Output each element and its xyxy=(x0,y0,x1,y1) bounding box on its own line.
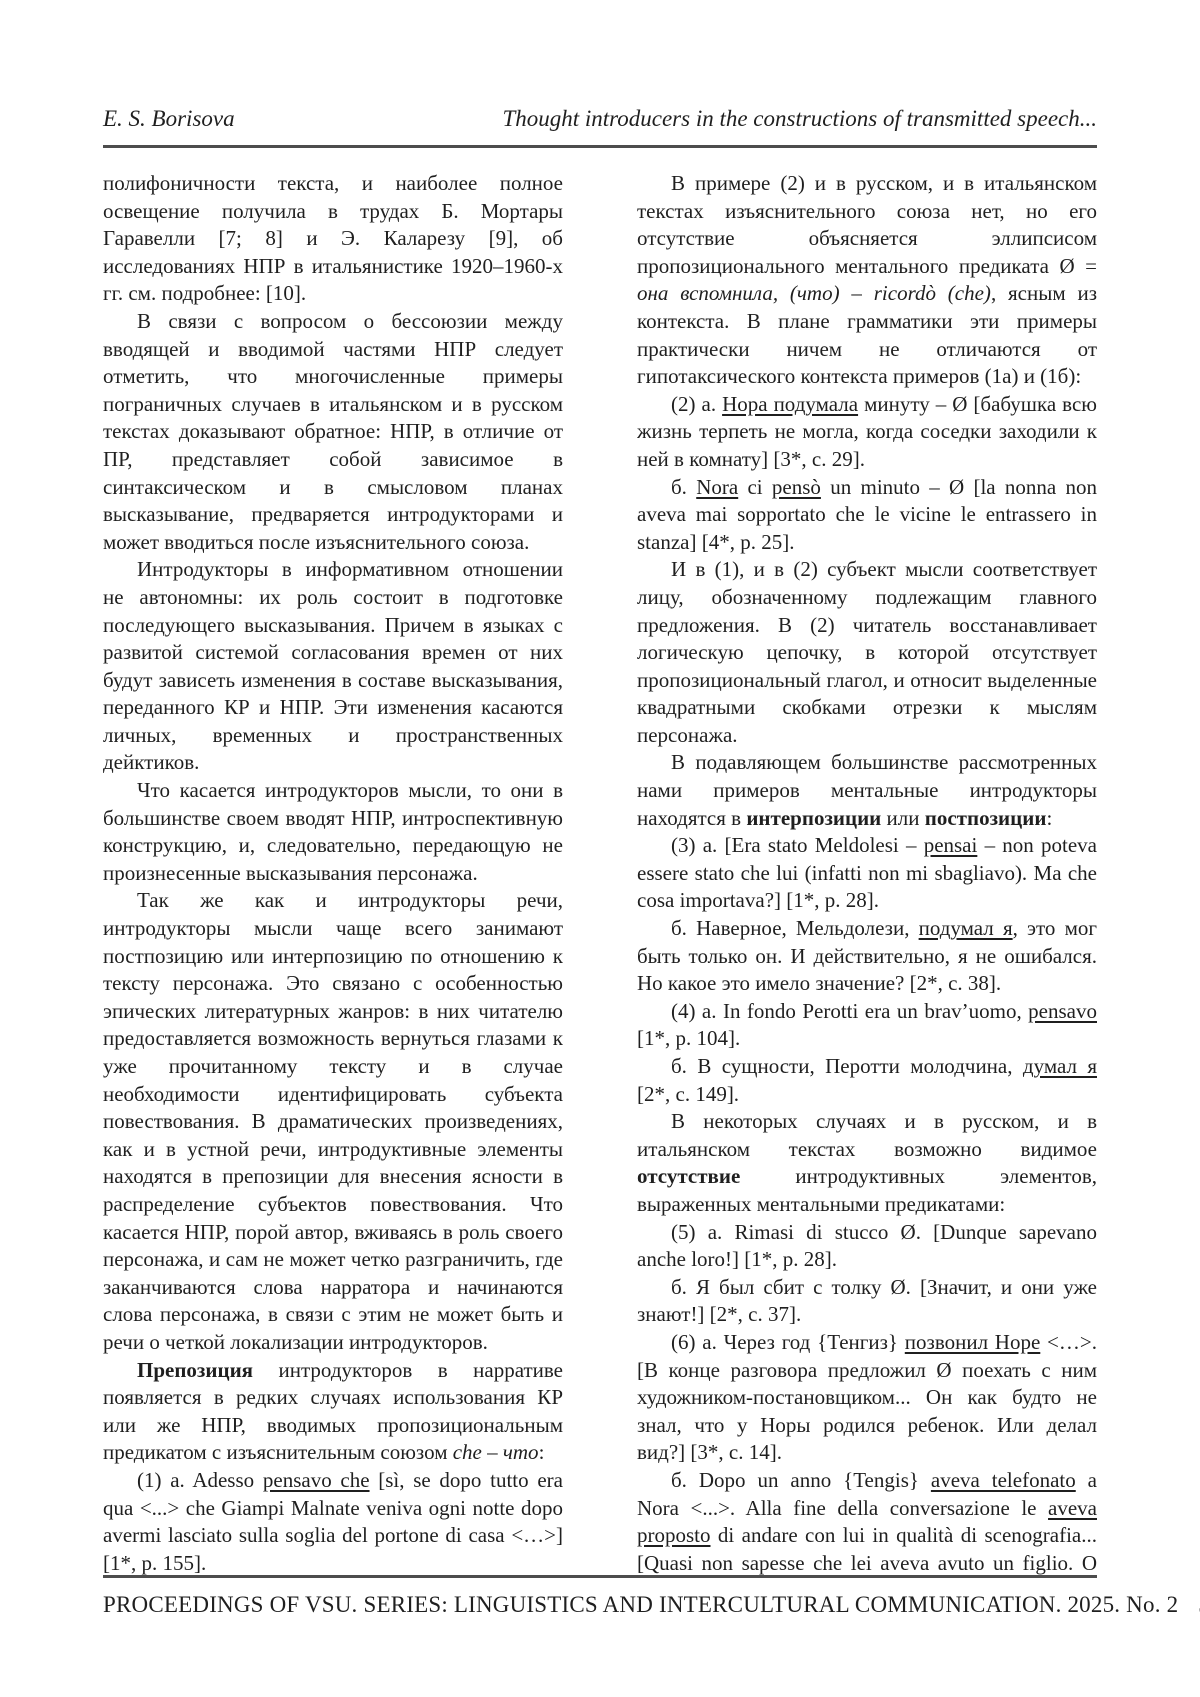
text-segment: б. Dopo un anno {Tengis} xyxy=(671,1467,931,1492)
text-segment: [2*, с. 149]. xyxy=(637,1081,740,1106)
text-segment: un minuto – Ø [la nonna non aveva mai sopportato che le vicine le entrassero in stanza] [4*, p. 25]. xyxy=(637,474,1097,554)
paragraph xyxy=(103,887,563,1356)
text-segment: думал я xyxy=(1022,1054,1097,1078)
column-left xyxy=(103,170,563,1575)
text-segment: : xyxy=(538,1440,545,1465)
text-segment: (4) а. In fondo Perotti era un brav’uomo, xyxy=(671,998,1029,1023)
text-segment: aveva telefonato xyxy=(930,1467,1076,1492)
text-segment: позвонил Норе xyxy=(904,1329,1041,1354)
text-segment: (6) а. Через год {Тенгиз} xyxy=(671,1329,905,1354)
text-segment: В подавляющем большинстве рассмотренных нами примеров ментальные интродукторы находятся в xyxy=(637,750,1097,830)
paragraph-preposition xyxy=(103,1357,563,1467)
text-segment: Интродукторы в информативном отношении не автономны: их роль состоит в подготовке последующего высказывания. Причем в языках с развитой системой согласования времен от них будут зависеть изменения в составе высказывания, переданного КР и НПР. Эти изменения касаются личных, временных и пространственных дейктиков. xyxy=(103,557,563,775)
example-1a xyxy=(103,1467,563,1575)
example-4b xyxy=(637,1053,1097,1108)
text-segment: (5) а. Rimasi di stucco Ø. [Dunque sapevano anche loro!] [1*, p. 28]. xyxy=(637,1219,1097,1272)
text-segment: или xyxy=(881,805,925,830)
paragraph xyxy=(637,170,1097,391)
example-5a xyxy=(637,1219,1097,1274)
column-right xyxy=(637,170,1097,1575)
text-segment: , это мог быть только он. И действительно, я не ошибался. Но какое это имело значение? [2*, с. 38]. xyxy=(637,916,1097,996)
text-segment: ci xyxy=(738,474,772,499)
paragraph xyxy=(103,777,563,887)
text-segment: <…>. [В конце разговора предложил Ø поехать с ним художником-постановщиком... Он как будто не знал, что у Норы родился ребенок. Или делал вид?] [3*, с. 14]. xyxy=(637,1329,1097,1465)
paragraph xyxy=(103,556,563,777)
text-segment: интродуктивных элементов, выраженных ментальными предикатами: xyxy=(637,1164,1097,1216)
text-segment: (3) а. [Era stato Meldolesi – xyxy=(671,833,924,858)
text-segment: : xyxy=(1046,805,1053,830)
text-segment: ricordò (che) xyxy=(873,281,991,306)
example-6b xyxy=(637,1467,1097,1575)
column-right-text xyxy=(637,170,1097,1575)
example-3a xyxy=(637,832,1097,915)
paragraph xyxy=(637,556,1097,749)
text-segment: Нора подумала xyxy=(722,391,859,416)
example-3b xyxy=(637,915,1097,998)
header-running-title: Thought introducers in the constructions of transmitted speech... xyxy=(502,106,1097,131)
text-segment: интродукторов в нарративе появляется в редких случаях использования КР или же НПР, вводимых пропозициональным предикатом с изъяснительным союзом xyxy=(103,1357,563,1465)
header-author: E. S. Borisova xyxy=(103,106,235,131)
text-segment: постпозиции xyxy=(924,805,1047,830)
text-segment: Что касается интродукторов мысли, то они в большинстве своем вводят НПР, интроспективную конструкцию, и, следовательно, передающую не произнесенные высказывания персонажа. xyxy=(103,778,563,885)
text-segment: a Nora <...>. Alla fine della conversazione le xyxy=(637,1467,1097,1520)
text-segment: И в (1), и в (2) субъект мысли соответствует лицу, обозначенному подлежащим главного предложения. В (2) читатель восстанавливает логическую цепочку, в которой отсутствует пропозициональный глагол, и относит выделенные квадратными скобками отрезки к мыслям персонажа. xyxy=(637,557,1097,747)
column-left-text xyxy=(103,170,563,1575)
paragraph xyxy=(103,308,563,556)
text-segment: б. Я был сбит с толку Ø. [Значит, и они уже знают!] [2*, с. 37]. xyxy=(637,1274,1097,1327)
text-segment: интерпозиции xyxy=(746,805,882,830)
text-segment: pensavo xyxy=(1028,998,1097,1023)
text-segment: [sì, se dopo tutto era qua <...> che Giampi Malnate veniva ogni notte dopo avermi lasciato sulla soglia del portone di casa <…>] [1*, p. 155]. xyxy=(103,1467,563,1575)
example-5b xyxy=(637,1274,1097,1329)
text-segment: (1) a. Adesso xyxy=(137,1467,263,1492)
text-segment: подумал я xyxy=(918,916,1013,941)
text-segment: б. Наверное, Мельдолези, xyxy=(671,916,919,941)
text-segment: – non poteva essere stato che lui (infatti non mi sbagliavo). Ma che cosa importava?] [1*, p. 28]. xyxy=(637,833,1097,913)
text-segment: pensavo che xyxy=(262,1467,370,1492)
footer-journal-line: PROCEEDINGS OF VSU. SERIES: LINGUISTICS AND INTERCULTURAL COMMUNICATION. 2025. No. 2 xyxy=(103,1592,1179,1617)
paragraph-continuation xyxy=(103,170,563,308)
text-segment: , ясным из контекста. В плане грамматики эти примеры практически ничем не отличаются от гипотаксического контекста примеров (1а) и (1б): xyxy=(637,281,1097,389)
text-segment: pensò xyxy=(771,474,821,499)
page-footer xyxy=(103,1575,1179,1618)
text-segment: Так же как и интродукторы речи, интродукторы мысли чаще всего занимают постпозицию или интерпозицию по отношению к тексту персонажа. Это связано с особенностью эпических литературных жанров: в них читателю предоставляется возможность вернуться глазами к уже прочитанному тексту и в случае необходимости идентифицировать субъекта повествования. В драматических произведениях, как и в устной речи, интродуктивные элементы находятся в препозиции для внесения ясности в распределение субъектов повествования. Что касается НПР, порой автор, вживаясь в роль своего персонажа, и сам не может четко разграничить, где заканчиваются слова нарратора и начинаются слова персонажа, в связи с этим не может быть и речи о четкой локализации интродукторов. xyxy=(103,888,563,1354)
example-2a xyxy=(637,391,1097,474)
text-segment: минуту – Ø [бабушка всю жизнь терпеть не могла, когда соседки заходили к ней в комнату] [3*, с. 29]. xyxy=(637,391,1097,471)
text-segment: отсутствие xyxy=(637,1164,741,1189)
text-segment: [1*, p. 104]. xyxy=(637,1026,741,1051)
text-segment: che – что xyxy=(452,1440,539,1465)
text-segment: (2) а. xyxy=(671,391,723,416)
text-segment: Nora xyxy=(696,474,739,499)
text-segment: – xyxy=(839,281,874,306)
paragraph xyxy=(637,749,1097,832)
article-body xyxy=(103,170,1097,1575)
text-segment: полифоничности текста, и наиболее полное освещение получила в трудах Б. Мортары Гаравелли [7; 8] и Э. Каларезу [9], об исследованиях НПР в итальянистике 1920–1960-х гг. см. подробнее: [10]. xyxy=(103,171,563,306)
text-segment: б. В сущности, Перотти молодчина, xyxy=(671,1054,1023,1078)
example-2b xyxy=(637,474,1097,557)
text-segment: В связи с вопросом о бессоюзии между вводящей и вводимой частями НПР следует отметить, что многочисленные примеры пограничных случаев в итальянском и в русском текстах доказывают обратное: НПР, в отличие от ПР, представляет собой зависимое в синтаксическом и в смысловом планах высказывание, предваряется интродукторами и может вводиться после изъяснительного союза. xyxy=(103,308,563,554)
text-segment: Препозиция xyxy=(137,1357,254,1382)
example-6a xyxy=(637,1329,1097,1467)
footer-page-number xyxy=(1178,1592,1200,1618)
text-segment: di andare con lui in qualità di scenografia... [Quasi non sapesse che lei aveva avuto un figlio. O xyxy=(637,1523,1097,1575)
text-segment: pensai xyxy=(923,833,978,858)
text-segment: б. xyxy=(671,474,697,499)
text-segment: aveva proposto xyxy=(637,1495,1097,1548)
text-segment: она вспомнила, (что) xyxy=(637,281,840,306)
text-segment: В некоторых случаях и в русском, и в итальянском текстах возможно видимое xyxy=(637,1109,1097,1161)
example-4a xyxy=(637,998,1097,1053)
text-segment: В примере (2) и в русском, и в итальянском текстах изъяснительного союза нет, но его отсутствие объясняется эллипсисом пропозиционального ментального предиката Ø = xyxy=(637,171,1097,278)
paragraph xyxy=(637,1108,1097,1218)
running-header xyxy=(103,106,1097,148)
